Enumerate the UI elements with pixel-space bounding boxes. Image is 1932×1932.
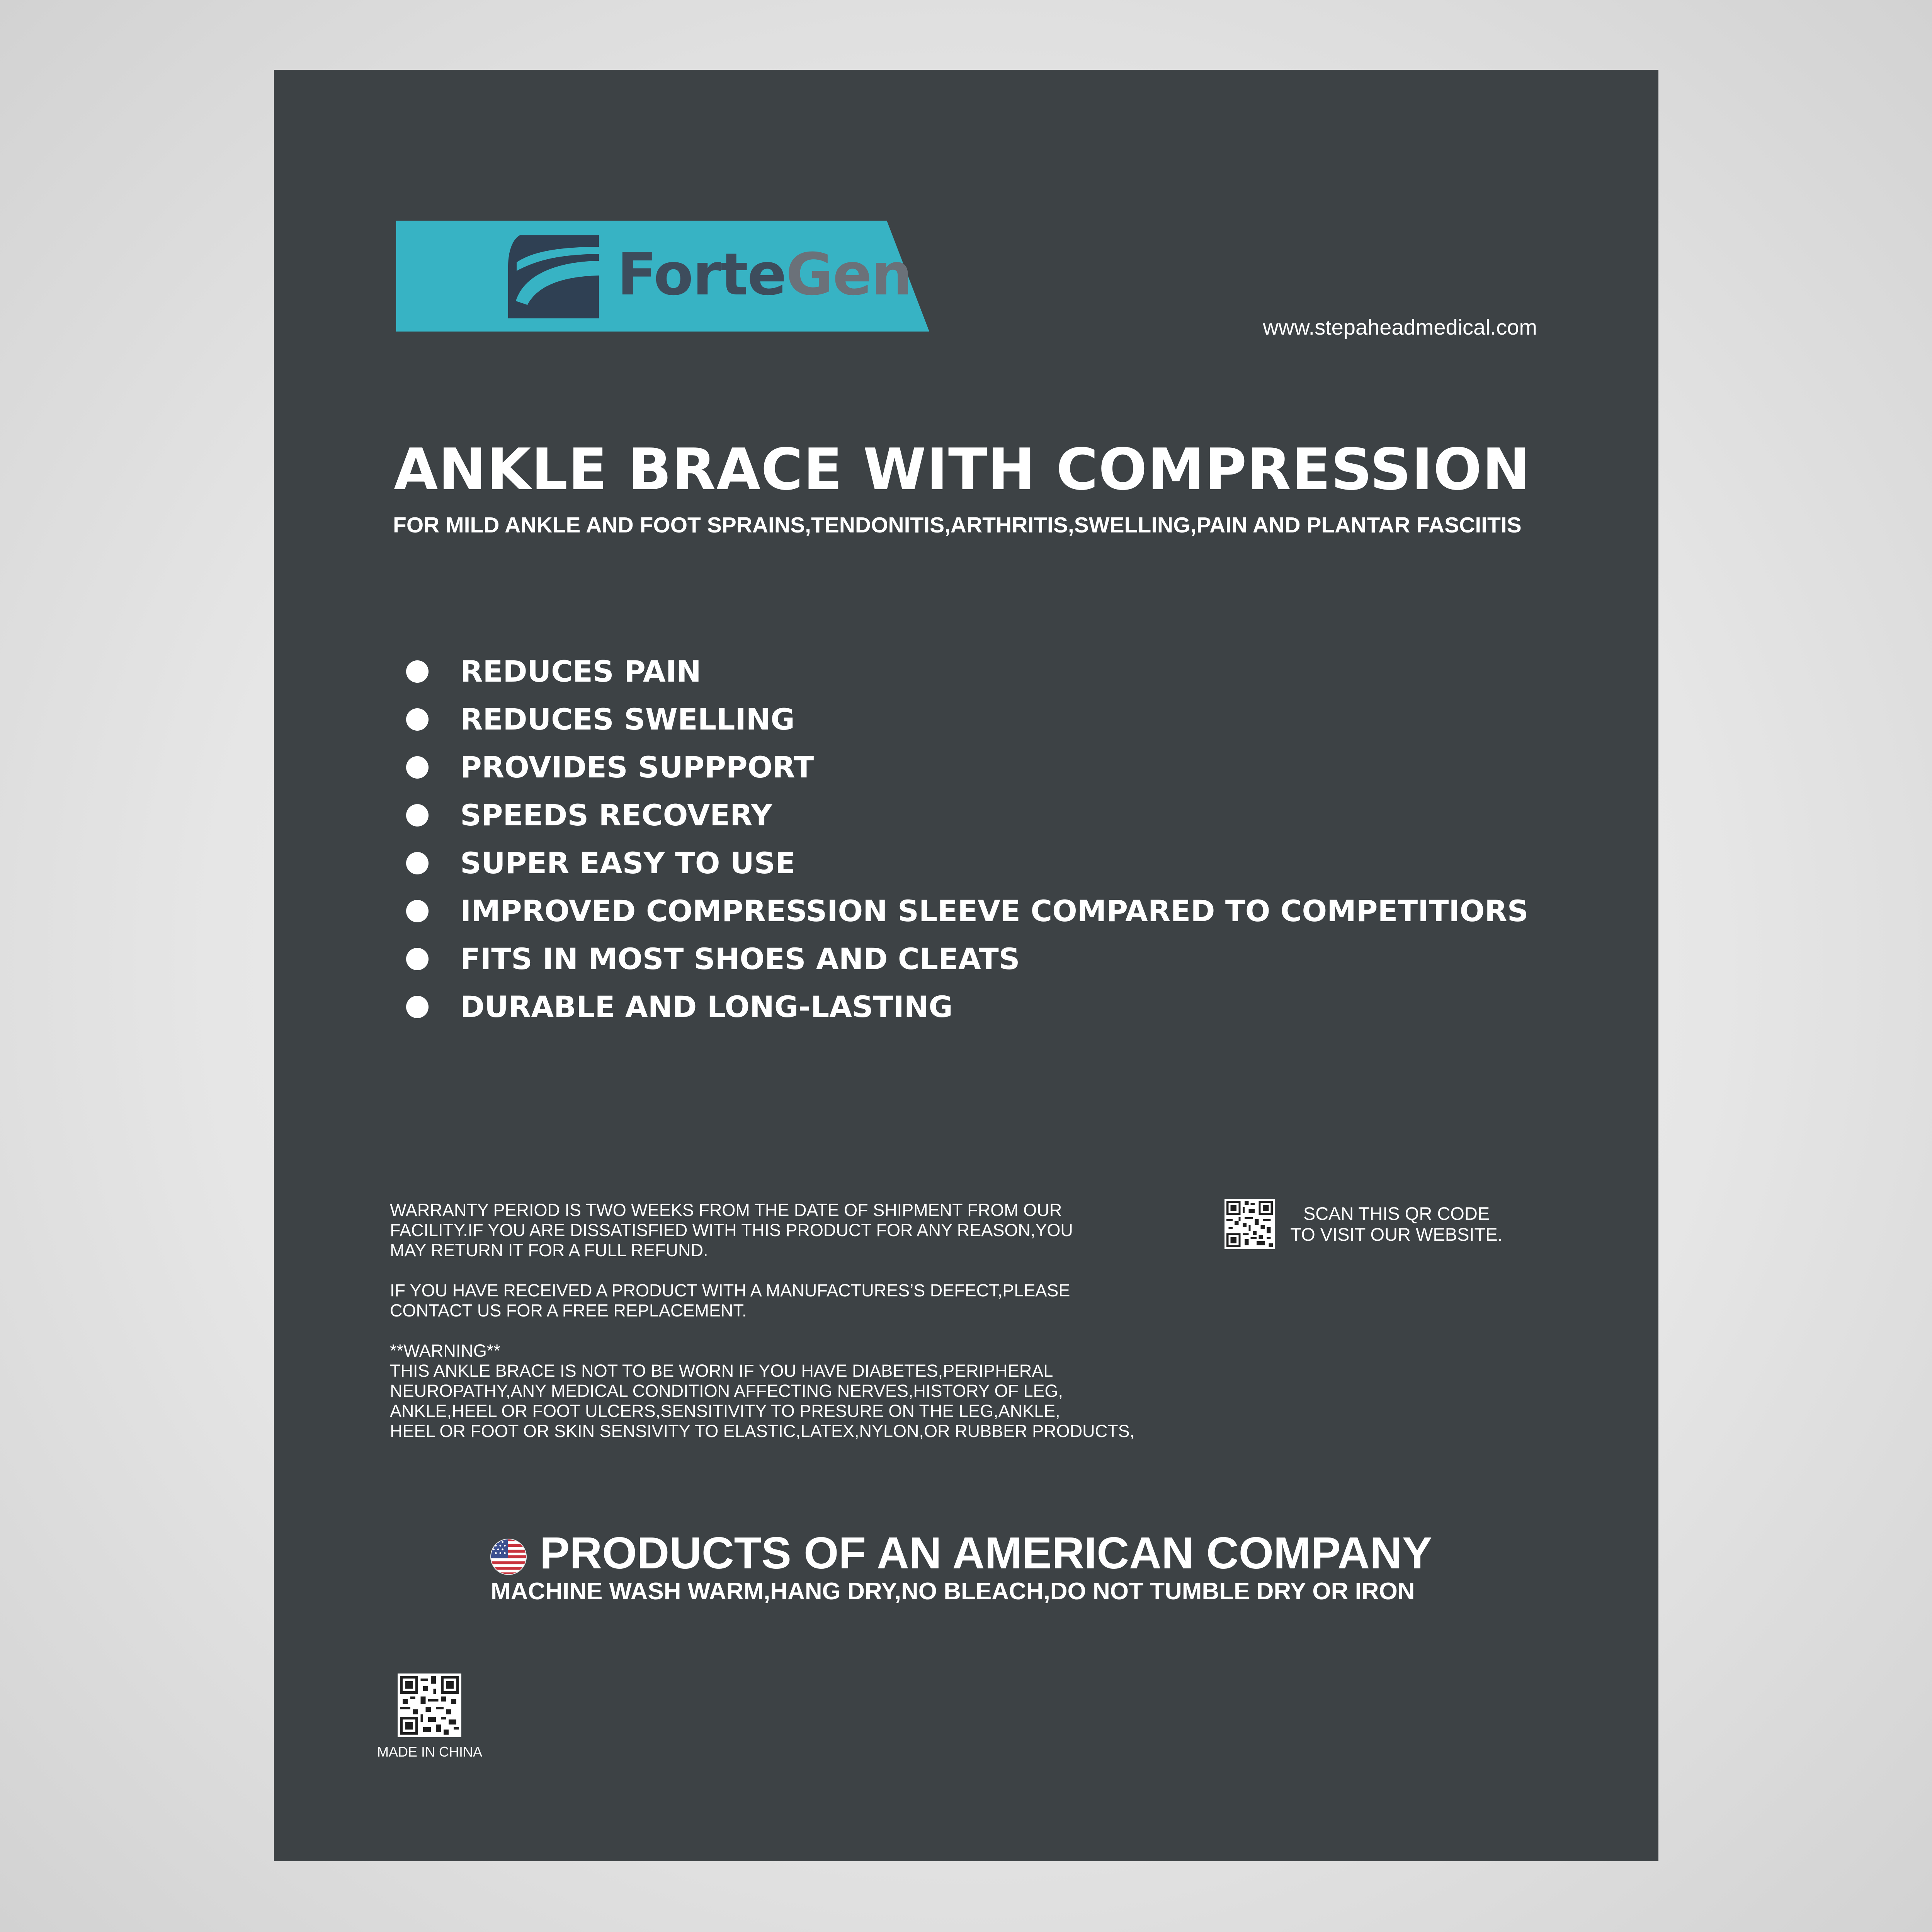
warning-heading: **WARNING**: [390, 1341, 500, 1361]
feature-label: FITS IN MOST SHOES AND CLEATS: [460, 942, 1020, 976]
us-flag-icon: [490, 1538, 527, 1575]
feature-item: [406, 839, 1529, 887]
feature-label: IMPROVED COMPRESSION SLEEVE COMPARED TO COMPETITIORS: [460, 894, 1529, 928]
bullet-icon: [406, 660, 429, 683]
bullet-icon: [406, 900, 429, 922]
bullet-icon: [406, 804, 429, 827]
feature-item: [406, 791, 1529, 839]
warranty-defect-text: IF YOU HAVE RECEIVED A PRODUCT WITH A MANUFACTURES’S DEFECT,PLEASE CONTACT US FOR A FREE REPLACEMENT.: [390, 1281, 1070, 1320]
warning-text: THIS ANKLE BRACE IS NOT TO BE WORN IF YOU HAVE DIABETES,PERIPHERAL NEUROPATHY,ANY MEDICAL CONDITION AFFECTING NERVES,HISTORY OF LEG, ANKLE,HEEL OR FOOT ULCERS,SENSITIVITY TO PRESURE ON THE LEG,ANKLE, HEEL OR FOOT OR SKIN SENSIVITY TO ELASTIC,LATEX,NYLON,OR RUBBER PRODUCTS,: [390, 1361, 1135, 1441]
website-url: www.stepaheadmedical.com: [1263, 315, 1537, 339]
feature-label: PROVIDES SUPPPORT: [460, 750, 814, 784]
label-panel: [274, 70, 1658, 1861]
american-company-title: PRODUCTS OF AN AMERICAN COMPANY: [540, 1528, 1432, 1578]
feature-label: REDUCES PAIN: [460, 654, 701, 689]
brand-name-gen: Gen: [786, 241, 912, 308]
care-instructions: MACHINE WASH WARM,HANG DRY,NO BLEACH,DO NOT TUMBLE DRY OR IRON: [491, 1578, 1415, 1605]
feature-item: [406, 696, 1529, 743]
feature-item: [406, 983, 1529, 1031]
bullet-icon: [406, 948, 429, 970]
feature-label: REDUCES SWELLING: [460, 702, 795, 736]
feature-item: [406, 648, 1529, 696]
bullet-icon: [406, 852, 429, 874]
warranty-block: [390, 1200, 1134, 1441]
feature-item: [406, 887, 1529, 935]
warranty-period-text: WARRANTY PERIOD IS TWO WEEKS FROM THE DATE OF SHIPMENT FROM OUR FACILITY.IF YOU ARE DISSATISFIED WITH THIS PRODUCT FOR ANY REASON,YOU MAY RETURN IT FOR A FULL REFUND.: [390, 1200, 1073, 1260]
feature-label: SUPER EASY TO USE: [460, 846, 796, 880]
bullet-icon: [406, 756, 429, 779]
made-in-label: MADE IN CHINA: [377, 1744, 483, 1760]
qr-code-icon: [1225, 1199, 1275, 1249]
qr-caption: SCAN THIS QR CODE TO VISIT OUR WEBSITE.: [1290, 1203, 1503, 1245]
product-headline: ANKLE BRACE WITH COMPRESSION: [394, 436, 1531, 503]
feature-label: DURABLE AND LONG-LASTING: [460, 990, 953, 1024]
bullet-icon: [406, 708, 429, 731]
brand-name: [617, 241, 912, 308]
feature-list: [406, 648, 1529, 1031]
feature-item: [406, 743, 1529, 791]
product-subheadline: FOR MILD ANKLE AND FOOT SPRAINS,TENDONITIS,ARTHRITIS,SWELLING,PAIN AND PLANTAR FASCIITIS: [393, 513, 1522, 537]
bullet-icon: [406, 996, 429, 1018]
feature-item: [406, 935, 1529, 983]
brand-name-forte: Forte: [617, 241, 786, 308]
qr-code-icon: [398, 1673, 461, 1737]
feature-label: SPEEDS RECOVERY: [460, 798, 772, 832]
